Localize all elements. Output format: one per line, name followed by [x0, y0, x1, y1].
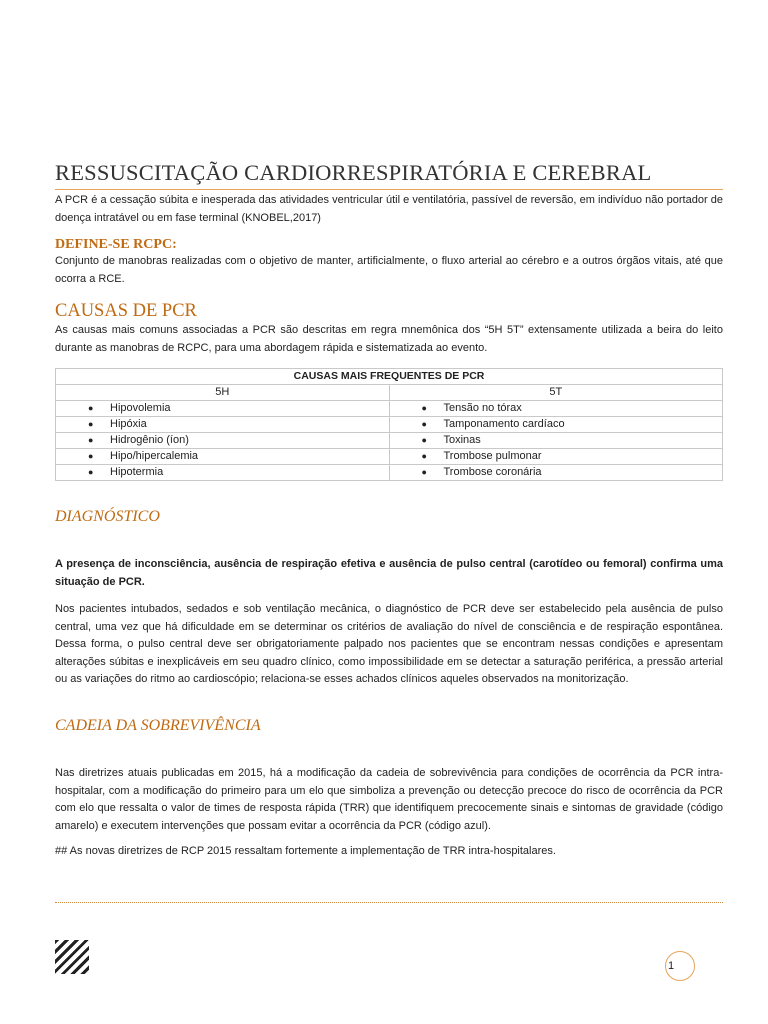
column-header-5h: 5H — [56, 385, 390, 401]
bullet-icon: ● — [421, 451, 427, 461]
chain-heading: CADEIA DA SOBREVIVÊNCIA — [55, 717, 261, 734]
bullet-icon: ● — [88, 451, 94, 461]
footer-divider — [55, 902, 723, 903]
cause-5h-cell — [56, 417, 390, 433]
define-paragraph: Conjunto de manobras realizadas com o objetivo de manter, artificialmente, o fluxo arterial ao cérebro e a outros órgãos vitais, até que ocorra a RCE. — [55, 255, 723, 285]
intro-paragraph: A PCR é a cessação súbita e inesperada das atividades ventricular útil e ventilatória, passível de reversão, em indivíduo não portador de doença intratável ou em fase terminal (KNOBEL,2017) — [55, 194, 723, 224]
diagnosis-body — [55, 556, 723, 689]
causes-heading: CAUSAS DE PCR — [55, 301, 197, 321]
diagnosis-section — [55, 508, 723, 526]
cause-label: Trombose pulmonar — [443, 450, 542, 462]
chain-paragraph: Nas diretrizes atuais publicadas em 2015, há a modificação da cadeia de sobrevivência para condições de ocorrência da PCR intra-hospitalar, com a modificação do primeiro para um elo que simboliza a prevenção ou detecção precoce do risco de ocorrência da PCR com elo que ressalta o valor de times de resposta rápida (TRR) que identifiquem precocemente sinais e sintomas de gravidade (código amarelo) e executem intervenções que possam evitar a ocorrência da PCR (código azul). — [55, 767, 723, 832]
cause-5t-cell — [389, 401, 723, 417]
define-heading: DEFINE-SE RCPC: — [55, 237, 177, 252]
cause-5h-cell — [56, 401, 390, 417]
diagnosis-bold-paragraph: A presença de inconsciência, ausência de respiração efetiva e ausência de pulso central (carotídeo ou femoral) confirma uma situação de PCR. — [55, 558, 723, 588]
bullet-icon: ● — [88, 419, 94, 429]
cause-label: Tamponamento cardíaco — [443, 418, 565, 430]
diagnosis-paragraph: Nos pacientes intubados, sedados e sob ventilação mecânica, o diagnóstico de PCR deve ser estabelecido pela ausência de pulso central, uma vez que há dificuldade em se determinar os critérios de avaliação do nível de consciência e de respiração espontânea. Dessa forma, o pulso central deve ser obrigatoriamente palpado nos pacientes que se encontram nessas condições e apresentam alterações súbitas e inexplicáveis em seu quadro clínico, como impossibilidade em se detectar a saturação periférica, a pressão arterial ou as variações do ritmo ao cardioscópio; relaciona-se esses achados clínicos aqueles observados na monitorização. — [55, 603, 723, 685]
cause-label: Trombose coronária — [443, 466, 542, 478]
table-row — [56, 417, 723, 433]
causes-section — [55, 301, 723, 357]
cause-5h-cell — [56, 449, 390, 465]
cause-label: Hipóxia — [110, 418, 147, 430]
causes-table — [55, 368, 723, 481]
bullet-icon: ● — [88, 403, 94, 413]
causes-paragraph: As causas mais comuns associadas a PCR são descritas em regra mnemônica dos “5H 5T” extensamente utilizada a beira do leito durante as manobras de RCPC, para uma abordagem rápida e sistematizada ao evento. — [55, 324, 723, 354]
stripes-decoration-icon — [55, 940, 89, 974]
chain-section — [55, 717, 723, 735]
cause-label: Hipo/hipercalemia — [110, 450, 199, 462]
cause-5t-cell — [389, 449, 723, 465]
page-title: RESSUSCITAÇÃO CARDIORRESPIRATÓRIA E CEREBRAL — [55, 160, 723, 190]
page-number: 1 — [665, 951, 695, 981]
chain-note: ## As novas diretrizes de RCP 2015 ressaltam fortemente a implementação de TRR intra-hospitalares. — [55, 845, 556, 857]
cause-5h-cell — [56, 433, 390, 449]
table-caption-row — [56, 369, 723, 385]
table-row — [56, 449, 723, 465]
intro-section — [55, 192, 723, 227]
bullet-icon: ● — [421, 403, 427, 413]
cause-5t-cell — [389, 417, 723, 433]
column-header-5t: 5T — [389, 385, 723, 401]
causes-table-wrapper — [55, 368, 723, 481]
table-row — [56, 401, 723, 417]
cause-label: Hipovolemia — [110, 402, 171, 414]
cause-5h-cell — [56, 465, 390, 481]
cause-5t-cell — [389, 433, 723, 449]
cause-label: Hipotermia — [110, 466, 164, 478]
define-section — [55, 237, 723, 288]
cause-label: Hidrogênio (íon) — [110, 434, 189, 446]
bullet-icon: ● — [421, 435, 427, 445]
bullet-icon: ● — [421, 467, 427, 477]
cause-label: Tensão no tórax — [443, 402, 522, 414]
table-row — [56, 433, 723, 449]
table-row — [56, 465, 723, 481]
bullet-icon: ● — [88, 435, 94, 445]
table-caption: CAUSAS MAIS FREQUENTES DE PCR — [56, 369, 723, 385]
bullet-icon: ● — [88, 467, 94, 477]
table-header-row — [56, 385, 723, 401]
cause-5t-cell — [389, 465, 723, 481]
cause-label: Toxinas — [443, 434, 481, 446]
chain-body — [55, 765, 723, 861]
bullet-icon: ● — [421, 419, 427, 429]
table-body — [56, 401, 723, 481]
diagnosis-heading: DIAGNÓSTICO — [55, 508, 160, 525]
